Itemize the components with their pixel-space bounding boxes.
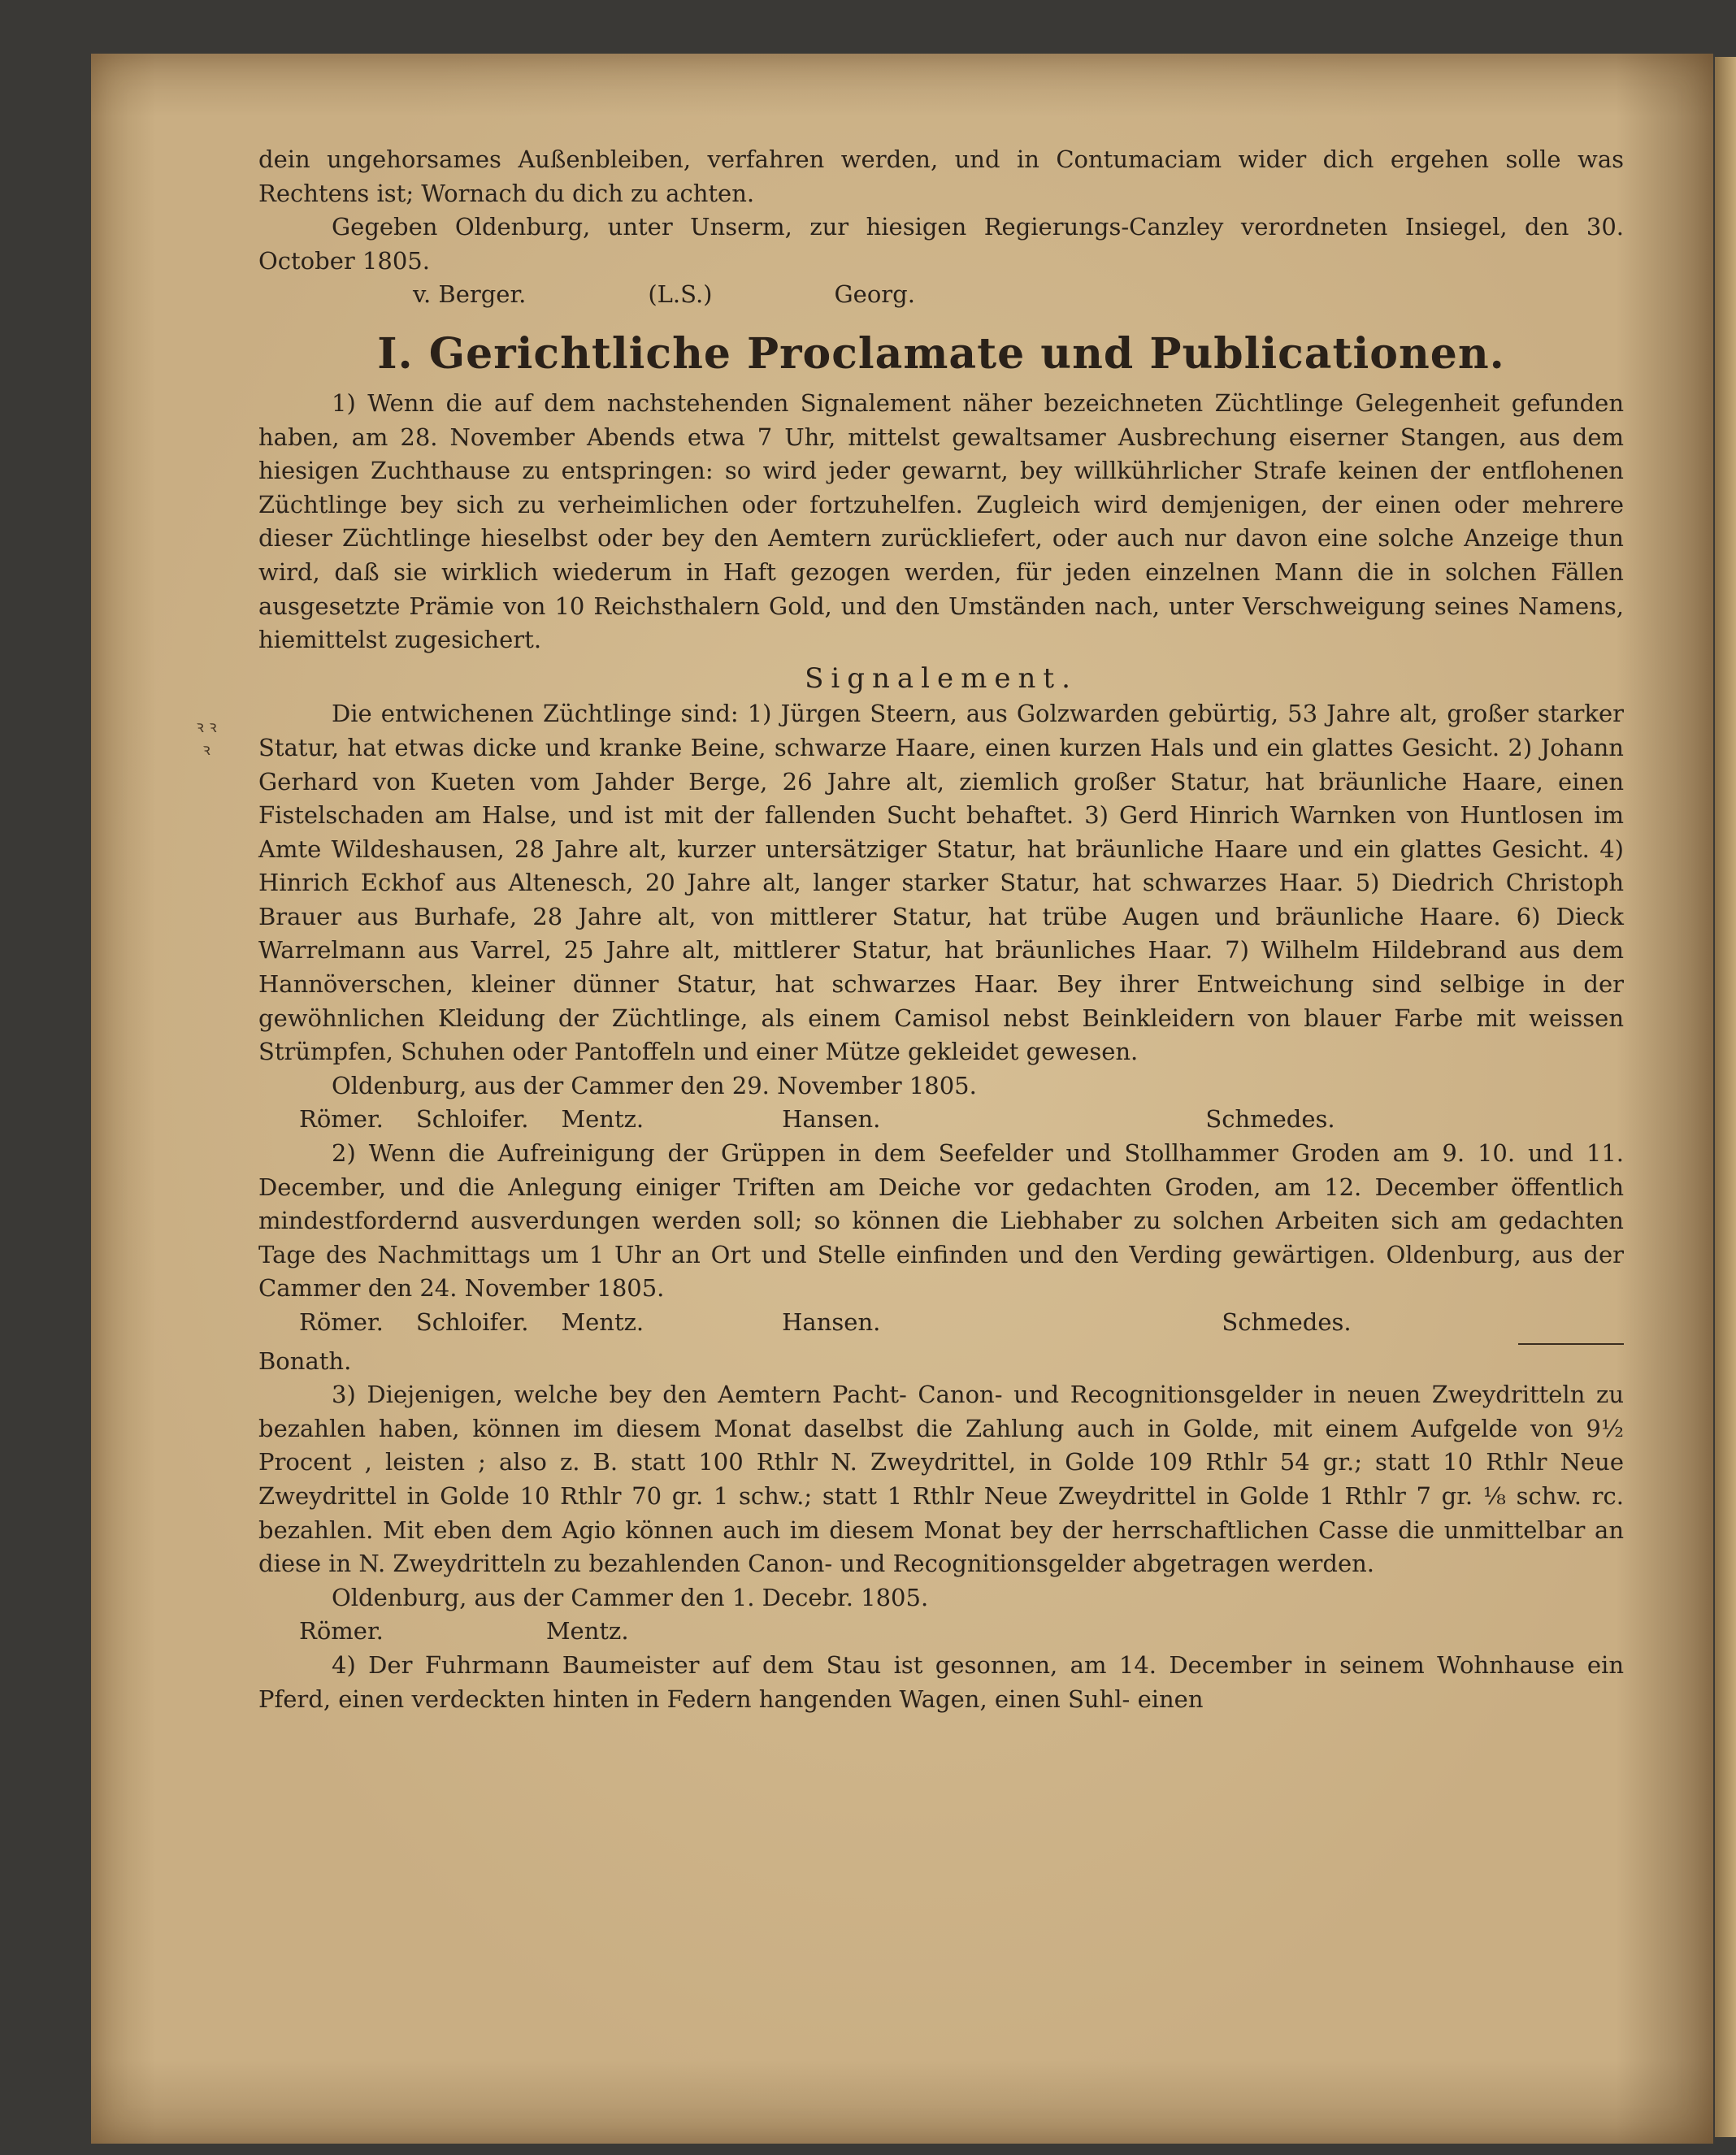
signature-berger: v. Berger. (413, 280, 527, 309)
signatory: Römer. (299, 1308, 384, 1336)
notice-1-text: 1) Wenn die auf dem nachstehenden Signalement näher bezeichneten Züchtlinge Gelegenheit gefunden haben, am 28. November Abends etwa 7 Uhr, mittelst gewaltsamer Ausbrechung eiserner Stangen, aus dem hiesigen Zuchthause zu entspringen: so wird jeder gewarnt, bey willkührlicher Strafe keinen der entflohenen Züchtlinge bey sich zu verheimlichen oder fortzuhelfen. Zugleich wird demjenigen, der einen oder mehrere dieser Züchtlinge hieselbst oder bey den Aemtern zurückliefert, oder auch nur davon eine solche Anzeige thun wird, daß sie wirklich wiederum in Haft gezogen werden, für jeden einzelnen Mann die in solchen Fällen ausgesetzte Prämie von 10 Reichsthalern Gold, und den Umständen nach, unter Verschweigung seines Namens, hiemittelst zugesichert. (258, 388, 1624, 654)
page-text (258, 143, 1624, 1716)
signature-georg: Georg. (834, 280, 915, 309)
notice-1-signatories (258, 1103, 1624, 1137)
signatory: Römer. (299, 1105, 384, 1134)
notice-4-text: 4) Der Fuhrmann Baumeister auf dem Stau ist gesonnen, am 14. December in seinem Wohnhause ein Pferd, einen verdeckten hinten in Federn hangenden Wagen, einen Suhl- einen (258, 1650, 1624, 1713)
signatory: Römer. (299, 1617, 384, 1646)
signatory: Schloifer. (415, 1308, 529, 1336)
signatory: Mentz. (545, 1617, 629, 1646)
signalement-text: Die entwichenen Züchtlinge sind: 1) Jürgen Steern, aus Golzwarden gebürtig, 53 Jahre alt, großer starker Statur, hat etwas dicke und kranke Beine, schwarze Haare, einen kurzen Hals und ein glattes Gesicht. 2) Johann Gerhard von Kueten vom Jahder Berge, 26 Jahre alt, ziemlich großer Statur, hat bräunliche Haare, einen Fistelschaden am Halse, und ist mit der fallenden Sucht behaftet. 3) Gerd Hinrich Warnken von Huntlosen im Amte Wildeshausen, 28 Jahre alt, kurzer untersätziger Statur, hat bräunliche Haare und ein glattes Gesicht. 4) Hinrich Eckhof aus Altenesch, 20 Jahre alt, langer starker Statur, hat schwarzes Haar. 5) Diedrich Christoph Brauer aus Burhafe, 28 Jahre alt, von mittlerer Statur, hat trübe Augen und bräunliche Haare. 6) Dieck Warrelmann aus Varrel, 25 Jahre alt, mittlerer Statur, hat bräunliches Haar. 7) Wilhelm Hildebrand aus dem Hannöverschen, kleiner dünner Statur, hat schwarzes Haar. Bey ihrer Entweichung sind selbige in der gewöhnlichen Kleidung der Züchtlinge, als einem Camisol nebst Beinkleidern von blauer Farbe mit weissen Strümpfen, Schuhen oder Pantoffeln und einer Mütze gekleidet gewesen. (258, 700, 1624, 1066)
signatory: Mentz. (561, 1308, 644, 1336)
notice-1-dateline: Oldenburg, aus der Cammer den 29. November 1805. (332, 1071, 977, 1099)
signatory: Schmedes. (1205, 1105, 1335, 1134)
notice-3-signatories (258, 1615, 1624, 1649)
top-signatures (258, 278, 1624, 312)
signatory: Schloifer. (415, 1105, 529, 1134)
signatory-bonath: Bonath. (258, 1346, 352, 1375)
margin-marks: ꝛ ꝛ ꝛ (196, 717, 217, 759)
signatory: Hansen. (782, 1308, 881, 1336)
notice-2-text: 2) Wenn die Aufreinigung der Grüppen in dem Seefelder und Stollhammer Groden am 9. 10. und 11. December, und die Anlegung einiger Triften am Deiche vor gedachten Groden, am 12. December öffentlich mindestfordernd ausverdungen werden soll; so können die Liebhaber zu solchen Arbeiten sich am gedachten Tage des Nachmittags um 1 Uhr an Ort und Stelle einfinden und den Verding gewärtigen. Oldenburg, aus der Cammer den 24. November 1805. (258, 1139, 1624, 1303)
notice-3-dateline: Oldenburg, aus der Cammer den 1. Decebr. 1805. (332, 1583, 929, 1611)
signalement-heading: Signalement. (805, 661, 1078, 695)
section-title: I. Gerichtliche Proclamate und Publicationen. (377, 328, 1505, 379)
notice-3-text: 3) Diejenigen, welche bey den Aemtern Pacht- Canon- und Recognitionsgelder in neuen Zweydritteln zu bezahlen haben, können im diesem Monat daselbst die Zahlung auch in Golde, mit einem Aufgelde von 9½ Procent , leisten ; also z. B. statt 100 Rthlr N. Zweydrittel, in Golde 109 Rthlr 54 gr.; statt 10 Rthlr Neue Zweydrittel in Golde 10 Rthlr 70 gr. 1 schw.; statt 1 Rthlr Neue Zweydrittel in Golde 1 Rthlr 7 gr. ⅛ schw. rc. bezahlen. Mit eben dem Agio können auch im diesem Monat bey der herrschaftlichen Casse die unmittelbar an diese in N. Zweydritteln zu bezahlenden Canon- und Recognitionsgelder abgetragen werden. (258, 1381, 1624, 1578)
seal-mark: (L.S.) (648, 280, 713, 309)
signatory: Schmedes. (1222, 1308, 1352, 1336)
signatory: Mentz. (561, 1105, 644, 1134)
notice-2-signatories (258, 1306, 1624, 1340)
closing-paragraph: dein ungehorsames Außenbleiben, verfahren werden, und in Contumaciam wider dich ergehen solle was Rechtens ist; Wornach du dich zu achten. (258, 145, 1624, 207)
next-page-edge (1715, 57, 1736, 2137)
given-at-paragraph: Gegeben Oldenburg, unter Unserm, zur hiesigen Regierungs-Canzley verordneten Insiegel, den 30. October 1805. (258, 213, 1624, 275)
signatory: Hansen. (782, 1105, 881, 1134)
